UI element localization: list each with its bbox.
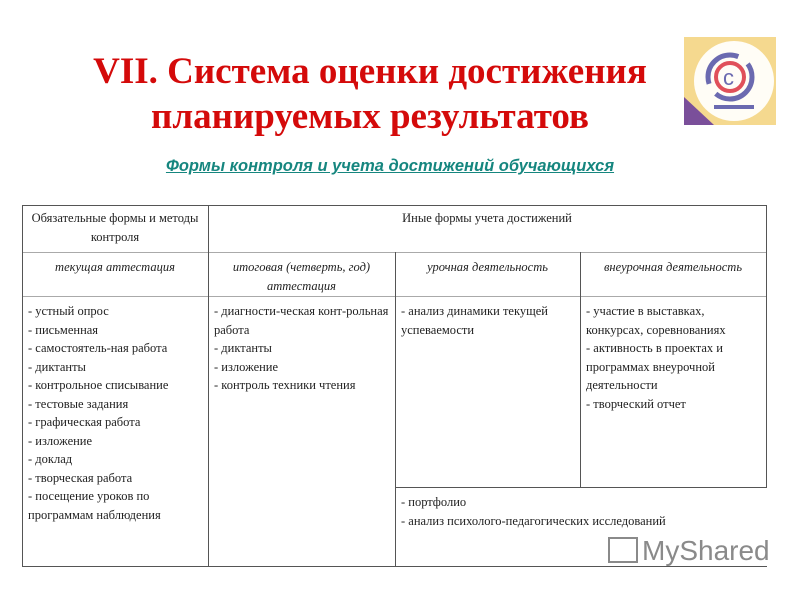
list-item: - анализ динамики текущей успеваемости [401, 304, 548, 337]
list-item: - изложение [214, 359, 279, 374]
list-item: - письменная [28, 322, 99, 337]
list-item: - портфолио [401, 495, 467, 509]
list-item: - диктанты [214, 341, 272, 355]
subtitle: Формы контроля и учета достижений обучающихся [165, 157, 615, 175]
list-item: - анализ психолого-педагогических исследований [401, 513, 666, 528]
list-item: - устный опрос [28, 304, 109, 318]
list-item: - контроль техники чтения [214, 378, 356, 392]
bottom-list [395, 491, 767, 532]
list-item: - творческая работа [28, 470, 133, 485]
list-item: - диагности-ческая конт-рольная работа [214, 304, 389, 337]
list-item: - графическая работа [28, 415, 141, 429]
list-item: - посещение уроков по программам наблюдения [28, 489, 161, 522]
col-extracurricular-list [580, 300, 766, 415]
col-lesson-list [395, 300, 580, 341]
list-item: - тестовые задания [28, 396, 129, 411]
col-final-list [208, 300, 395, 397]
subheader-final: итоговая (четверть, год) аттестация [232, 260, 371, 293]
list-item: - доклад [28, 452, 73, 466]
page-title-line1: VII. Система оценки достижения [93, 51, 647, 92]
list-item: - диктанты [28, 359, 86, 374]
list-item: - активность в проектах и программах внеурочной деятельности [586, 341, 723, 392]
header-mandatory: Обязательные формы и методы контроля [31, 211, 199, 244]
list-item: - изложение [28, 433, 93, 448]
page-title-line2: планируемых результатов [151, 96, 589, 137]
watermark: MyShared [608, 535, 770, 567]
subheader-lesson: урочная деятельность [427, 260, 548, 274]
list-item: - контрольное списывание [28, 378, 169, 392]
list-item: - творческий отчет [586, 396, 686, 411]
header-other: Иные формы учета достижений [402, 211, 572, 225]
col-current-list [22, 300, 208, 526]
subheader-extracurricular: внеурочная деятельность [603, 260, 743, 274]
list-item: - участие в выставках, конкурсах, соревнованиях [586, 304, 726, 337]
presentation-icon [608, 537, 638, 563]
svg-text:c: c [723, 65, 734, 90]
subheader-current: текущая аттестация [55, 260, 175, 274]
list-item: - самостоятель-ная работа [28, 341, 168, 355]
